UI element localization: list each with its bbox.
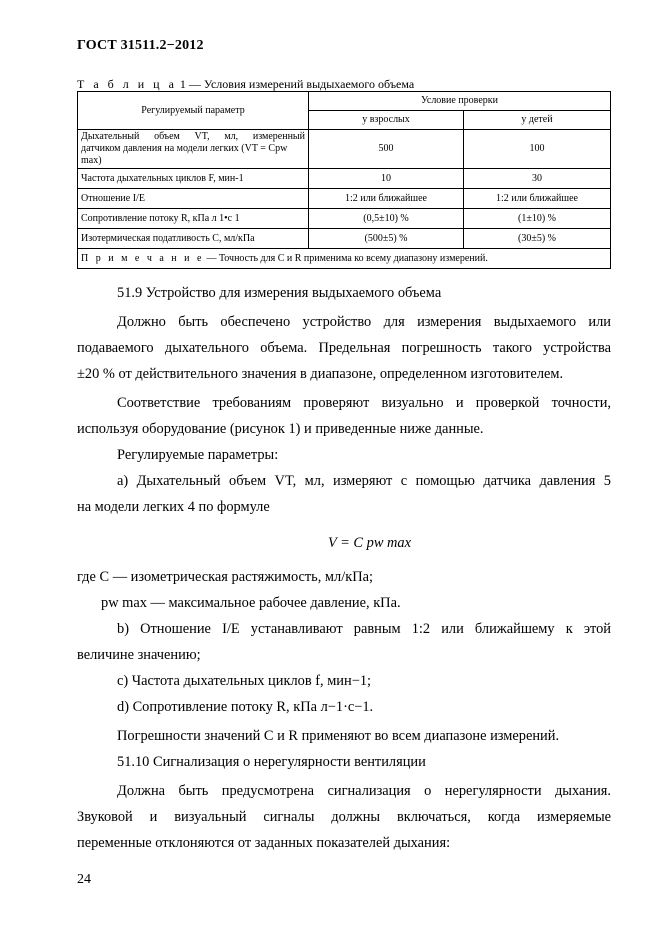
where-line: pw max — максимальное рабочее давление, кПа. xyxy=(101,595,401,611)
list-item-c: c) Частота дыхательных циклов f, мин−1; xyxy=(117,673,372,689)
table-row xyxy=(78,130,611,169)
paragraph-line: ±20 % от действительного значения в диапазоне, определенном изготовителем. xyxy=(77,366,564,382)
row-adult-value: (0,5±10) % xyxy=(309,209,464,229)
list-item-d: d) Сопротивление потоку R, кПа л−1·с−1. xyxy=(117,699,374,715)
paragraph-line: Должна быть предусмотрена сигнализация о нерегулярности дыхания. xyxy=(117,783,611,799)
table-row xyxy=(78,169,611,189)
row-child-value: 100 xyxy=(464,130,611,169)
list-item-a-cont: на модели легких 4 по формуле xyxy=(77,499,270,515)
row-adult-value: 1:2 или ближайшее xyxy=(309,189,464,209)
table-row xyxy=(78,209,611,229)
row-label xyxy=(78,130,309,169)
table-note-label: П р и м е ч а н и е xyxy=(81,252,204,264)
paragraph-line: Регулируемые параметры: xyxy=(117,447,279,463)
row-label: Сопротивление потоку R, кПа л 1•с 1 xyxy=(78,209,309,229)
header-condition: Условие проверки xyxy=(309,92,611,111)
list-item-a: а) Дыхательный объем VT, мл, измеряют с помощью датчика давления 5 xyxy=(117,473,611,489)
paragraph-line: Звуковой и визуальный сигналы должны включаться, когда измеряемые xyxy=(77,809,611,825)
measurement-conditions-table xyxy=(77,91,611,269)
paragraph-line: подаваемого дыхательного объема. Предельная погрешность такого устройства xyxy=(77,340,611,356)
paragraph-line: Погрешности значений С и R применяют во всем диапазоне измерений. xyxy=(117,728,560,744)
document-header: ГОСТ 31511.2−2012 xyxy=(77,38,204,53)
row-label: Изотермическая податливость С, мл/кПа xyxy=(78,229,309,249)
table-note-text: — Точность для С и R применима ко всему диапазону измерений. xyxy=(203,252,488,264)
list-item-b: b) Отношение I/E устанавливают равным 1:2 или ближайшему к этой xyxy=(117,621,611,637)
row-adult-value: 10 xyxy=(309,169,464,189)
table-note-row xyxy=(78,249,611,269)
list-item-b-cont: величине значению; xyxy=(77,647,201,663)
table-caption-label: Т а б л и ц а xyxy=(77,77,177,91)
header-child: у детей xyxy=(464,111,611,130)
table-caption xyxy=(77,77,414,92)
row-label: Отношение I/E xyxy=(78,189,309,209)
table-row xyxy=(78,229,611,249)
row-child-value: (1±10) % xyxy=(464,209,611,229)
row-adult-value: 500 xyxy=(309,130,464,169)
formula: V = C pw max xyxy=(328,535,411,551)
header-param: Регулируемый параметр xyxy=(78,92,309,130)
paragraph-line: Соответствие требованиям проверяют визуально и проверкой точности, xyxy=(117,395,611,411)
row-adult-value: (500±5) % xyxy=(309,229,464,249)
paragraph-line: Должно быть обеспечено устройство для измерения выдыхаемого или xyxy=(117,314,611,330)
section-heading-51-9: 51.9 Устройство для измерения выдыхаемого объема xyxy=(117,285,442,301)
row-child-value: (30±5) % xyxy=(464,229,611,249)
paragraph-line: используя оборудование (рисунок 1) и приведенные ниже данные. xyxy=(77,421,484,437)
table-row xyxy=(78,189,611,209)
section-heading-51-10: 51.10 Сигнализация о нерегулярности вентиляции xyxy=(117,754,426,770)
row-label-line2: датчиком давления на модели легких (VT = Cpw max) xyxy=(81,143,288,166)
table-caption-text: 1 — Условия измерений выдыхаемого объема xyxy=(176,77,415,91)
page-number: 24 xyxy=(77,872,91,887)
row-label: Частота дыхательных циклов F, мин-1 xyxy=(78,169,309,189)
row-child-value: 1:2 или ближайшее xyxy=(464,189,611,209)
header-adult: у взрослых xyxy=(309,111,464,130)
row-child-value: 30 xyxy=(464,169,611,189)
row-label-line1: Дыхательный объем VT, мл, измеренный xyxy=(81,131,305,142)
where-line: где С — изометрическая растяжимость, мл/кПа; xyxy=(77,569,373,585)
table-header-row xyxy=(78,92,611,111)
paragraph-line: переменные отклоняются от заданных показателей дыхания: xyxy=(77,835,451,851)
table-note xyxy=(78,249,611,269)
